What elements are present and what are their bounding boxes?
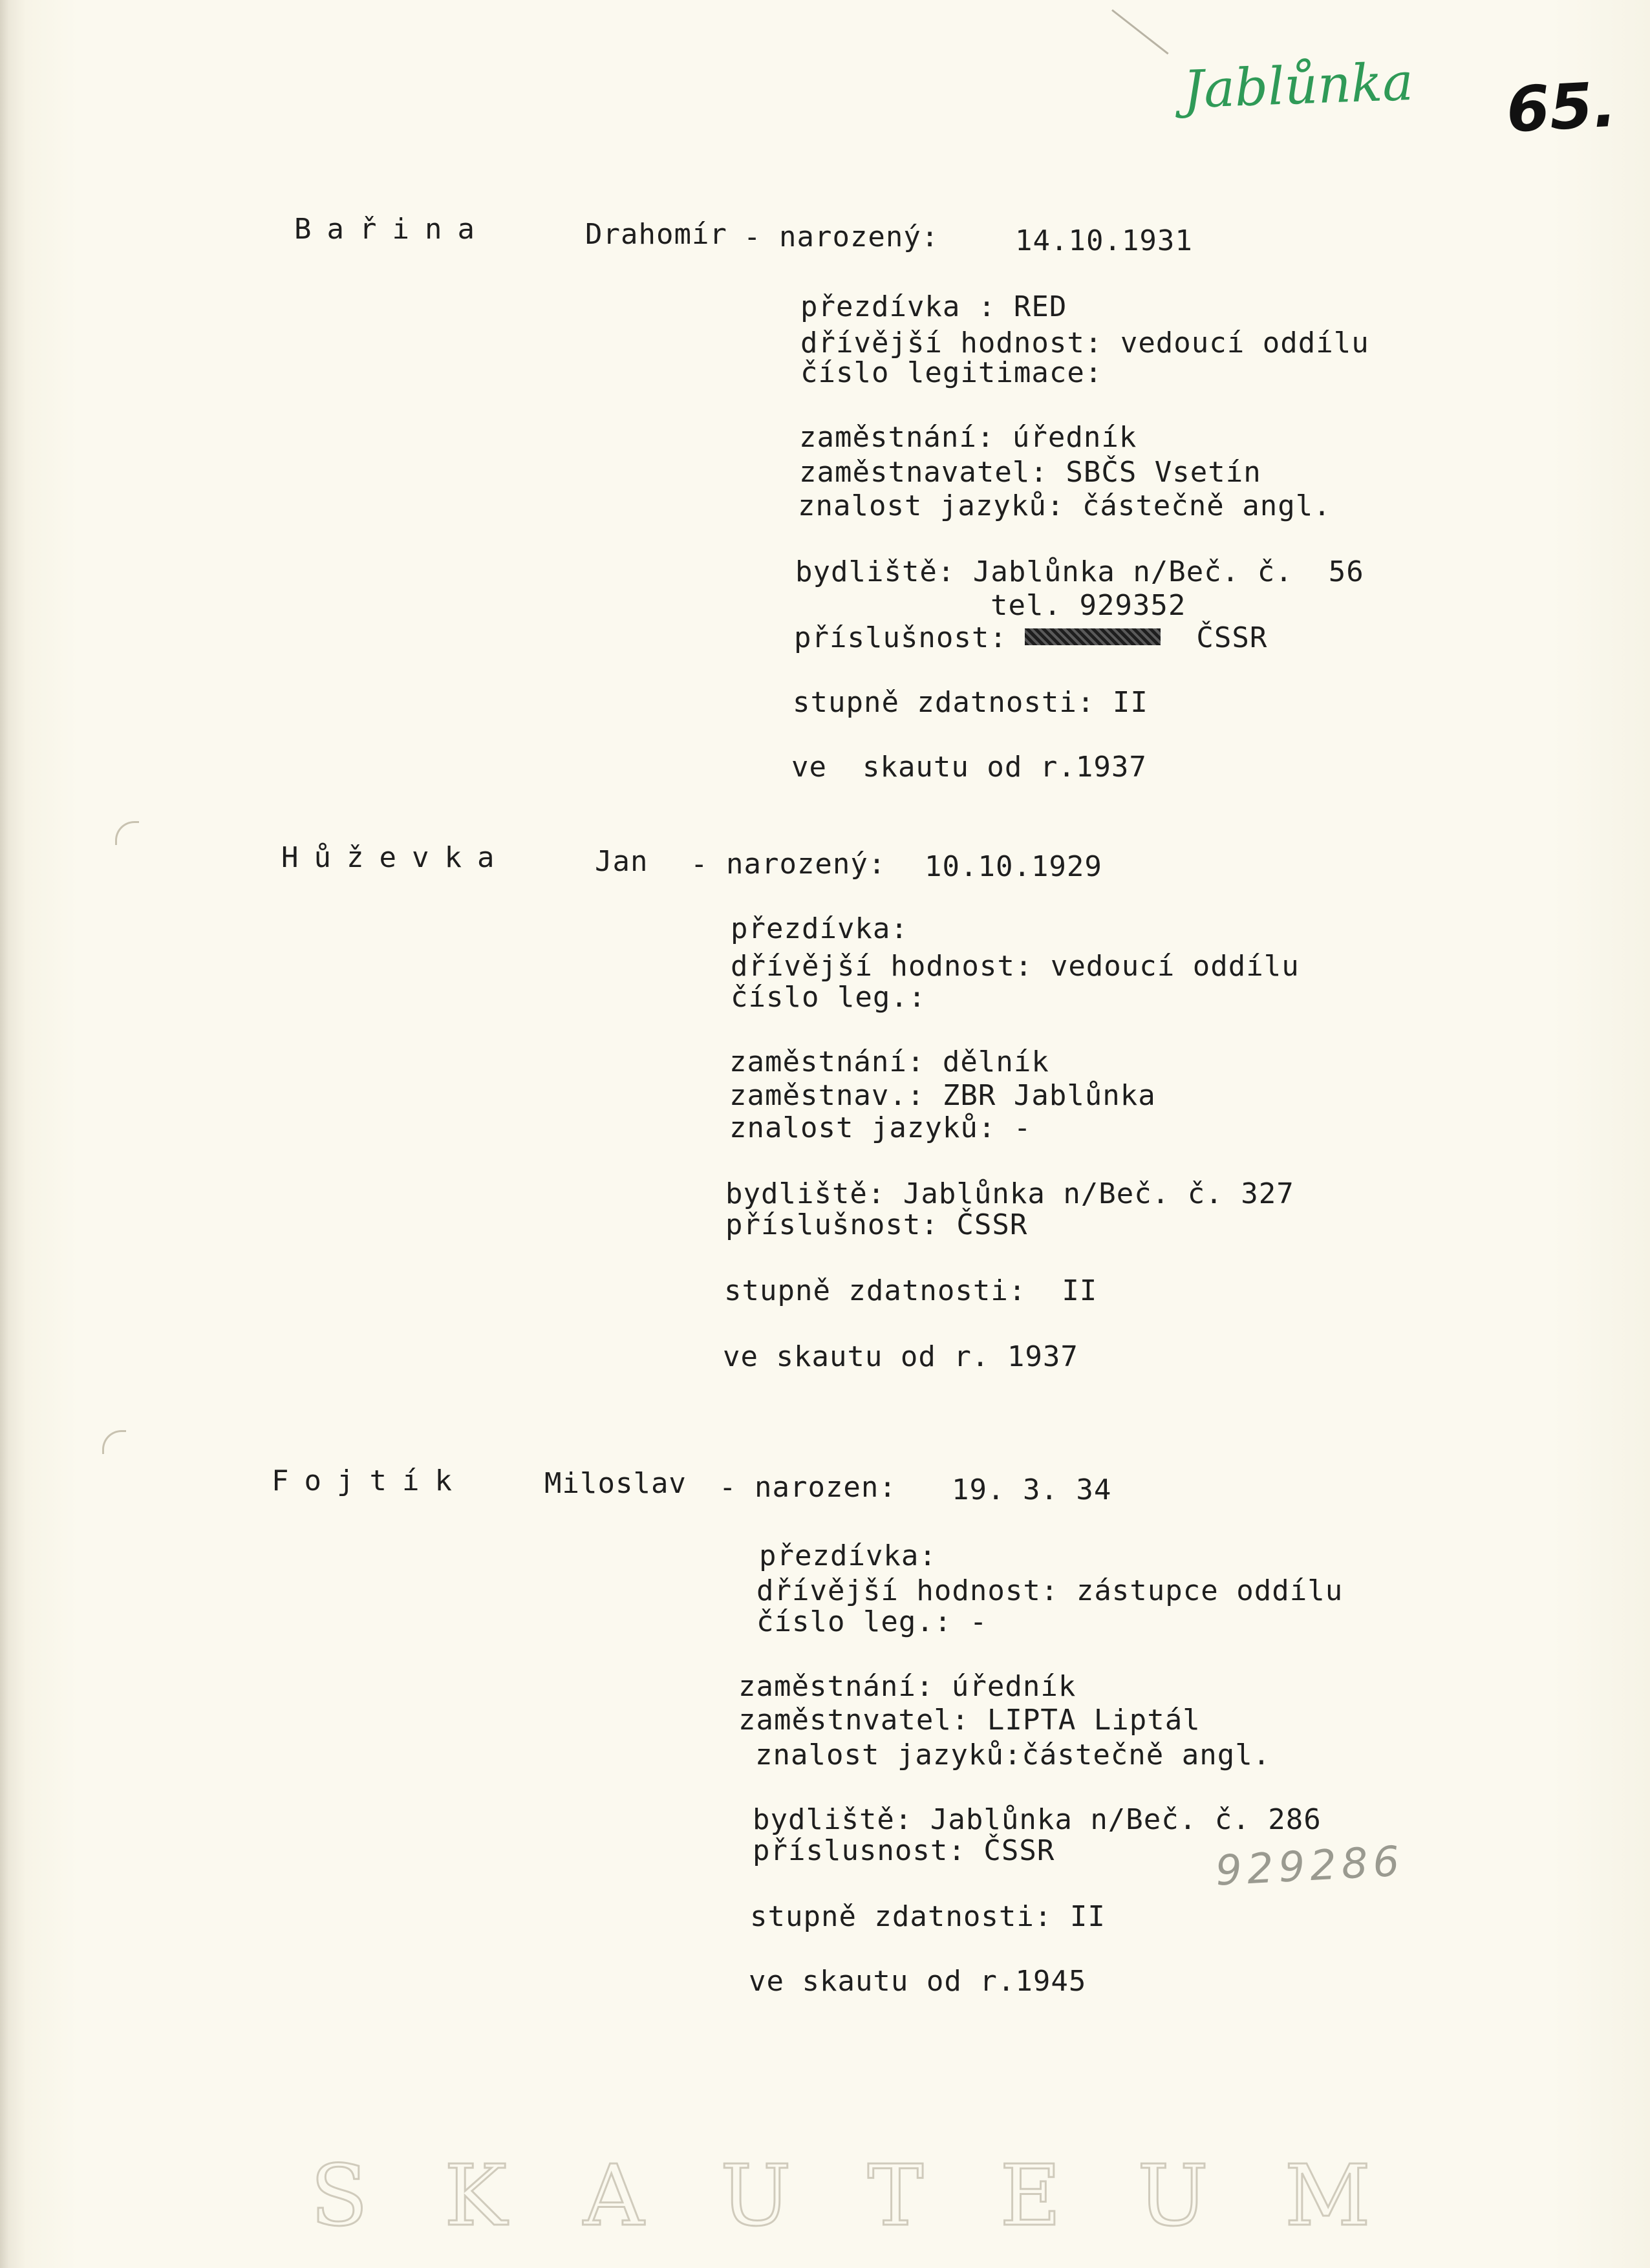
- record-employer: zaměstnav.: ZBR Jablůnka: [729, 1079, 1156, 1112]
- watermark-letter: K: [444, 2146, 508, 2245]
- watermark-letter: T: [867, 2146, 924, 2245]
- struck-out-text: [1025, 628, 1161, 645]
- record-id-number: číslo leg.:: [731, 981, 927, 1014]
- record-fitness: stupně zdatnosti: II: [724, 1274, 1098, 1307]
- record-nickname: přezdívka:: [759, 1539, 937, 1572]
- watermark-letter: U: [1137, 2146, 1208, 2245]
- record-rank: dřívější hodnost: vedoucí oddílu: [800, 326, 1369, 359]
- watermark-letter: S: [310, 2146, 369, 2245]
- record-surname: Hůževka: [281, 841, 510, 874]
- record-nickname: přezdívka:: [731, 912, 908, 945]
- record-citizenship: ČSSR: [1196, 621, 1268, 654]
- record-born-label: - narozený:: [744, 220, 939, 253]
- record-address: bydliště: Jablůnka n/Beč. č. 56: [795, 555, 1364, 588]
- record-born-label: - narozený:: [691, 848, 886, 881]
- paper-mark: [102, 1430, 126, 1454]
- record-occupation: zaměstnání: úředník: [738, 1670, 1077, 1703]
- record-citizenship-label: příslušnost:: [794, 621, 1007, 654]
- record-occupation: zaměstnání: dělník: [729, 1045, 1049, 1078]
- record-employer: zaměstnvatel: LIPTA Liptál: [738, 1704, 1201, 1737]
- record-scouting: ve skautu od r.1945: [749, 1965, 1087, 1998]
- skauteum-watermark: [310, 2146, 1371, 2245]
- page-number: 65.: [1505, 68, 1618, 147]
- watermark-letter: A: [583, 2146, 645, 2245]
- record-languages: znalost jazyků:částečně angl.: [755, 1738, 1271, 1771]
- record-address: bydliště: Jablůnka n/Beč. č. 327: [725, 1177, 1294, 1210]
- record-born-date: 14.10.1931: [1015, 224, 1193, 257]
- record-surname: Bařina: [294, 213, 490, 246]
- record-nickname: přezdívka : RED: [800, 290, 1067, 323]
- handwritten-phone-number: 929286: [1214, 1837, 1406, 1896]
- record-fitness: stupně zdatnosti: II: [793, 686, 1148, 719]
- watermark-letter: M: [1284, 2146, 1371, 2245]
- record-surname: Fojtík: [272, 1464, 467, 1497]
- record-born-date: 10.10.1929: [925, 850, 1102, 883]
- record-citizenship: příslusnost: ČSSR: [753, 1834, 1055, 1867]
- record-scouting: ve skautu od r.1937: [791, 751, 1147, 784]
- record-rank: dřívější hodnost: zástupce oddílu: [756, 1574, 1344, 1607]
- record-rank: dřívější hodnost: vedoucí oddílu: [731, 950, 1300, 983]
- record-fitness: stupně zdatnosti: II: [750, 1900, 1106, 1933]
- watermark-letter: U: [720, 2146, 791, 2245]
- record-id-number: číslo legitimace:: [800, 356, 1103, 389]
- record-languages: znalost jazyků: -: [729, 1111, 1032, 1144]
- record-employer: zaměstnavatel: SBČS Vsetín: [799, 456, 1261, 489]
- record-first-name: Jan: [595, 845, 648, 878]
- record-first-name: Drahomír: [585, 218, 727, 251]
- record-occupation: zaměstnání: úředník: [799, 421, 1137, 454]
- record-languages: znalost jazyků: částečně angl.: [798, 489, 1331, 522]
- record-first-name: Miloslav: [544, 1467, 687, 1500]
- record-id-number: číslo leg.: -: [756, 1605, 988, 1638]
- paper-scratch-mark: [1111, 9, 1169, 54]
- record-born-date: 19. 3. 34: [952, 1473, 1112, 1506]
- record-phone: tel. 929352: [991, 589, 1186, 622]
- watermark-letter: E: [1000, 2146, 1062, 2245]
- struck-text-value: [1025, 628, 1149, 661]
- handwritten-place-name: Jablůnka: [1182, 51, 1415, 120]
- record-address: bydliště: Jablůnka n/Beč. č. 286: [753, 1803, 1322, 1836]
- record-born-label: - narozen:: [719, 1471, 897, 1504]
- record-scouting: ve skautu od r. 1937: [723, 1340, 1078, 1373]
- record-citizenship-line: [794, 622, 1267, 654]
- paper-mark: [115, 821, 139, 845]
- record-citizenship: příslušnost: ČSSR: [725, 1208, 1028, 1241]
